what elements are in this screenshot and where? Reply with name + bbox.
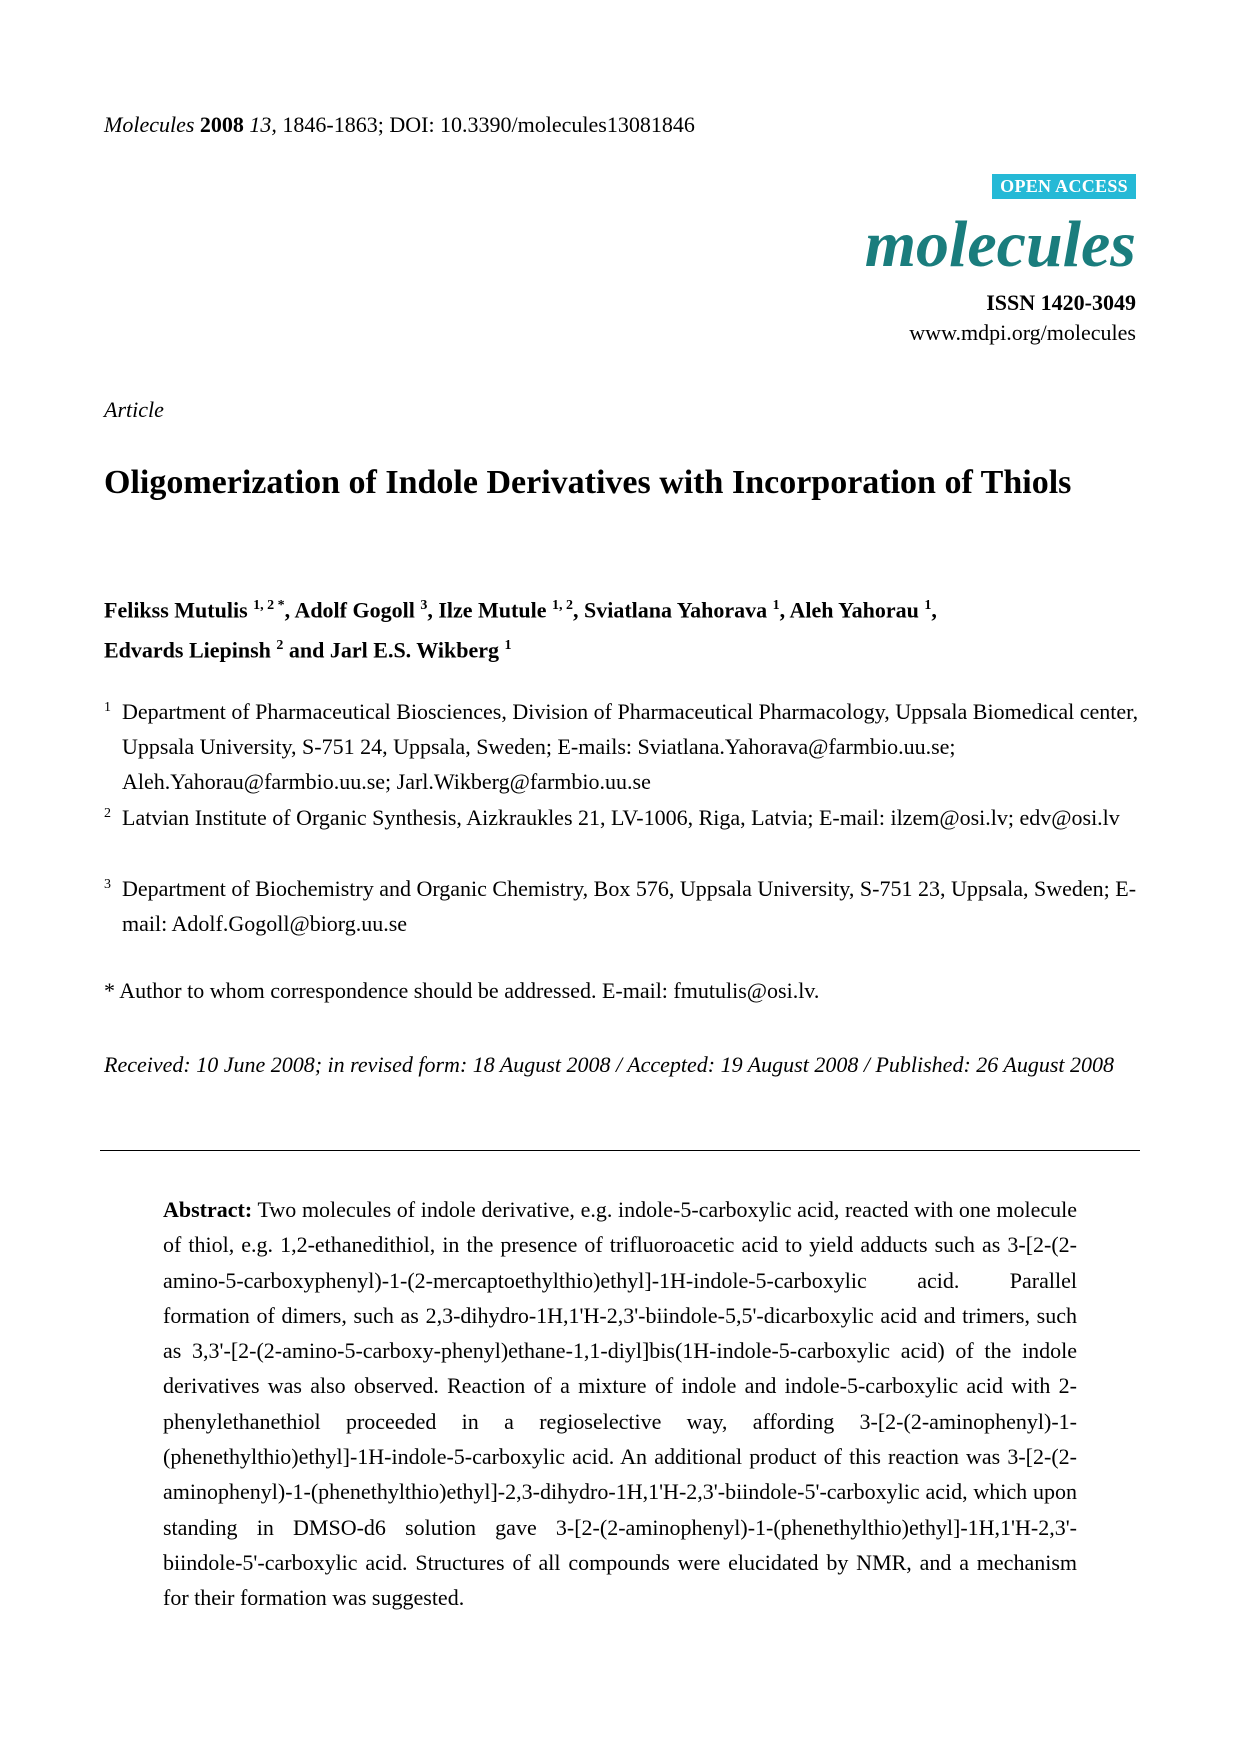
affiliation-number: 3 bbox=[104, 877, 111, 892]
citation-journal: Molecules bbox=[104, 112, 195, 137]
author-name: Adolf Gogoll bbox=[294, 597, 415, 623]
citation-volume: 13, bbox=[249, 112, 277, 137]
citation-year: 2008 bbox=[199, 112, 244, 137]
affiliation-1 bbox=[104, 694, 1142, 799]
author-list: Felikss Mutulis $^{1, 2 *}$, Adolf Gogoll $^3$, Ilze Mutule $^{1, 2}$, Sviatlana Yahorava $^1$, Aleh Yahorau $^1$, Edvards Liepinsh $^2$ and Jarl E.S. Wikberg $^1$ bbox=[104, 597, 937, 663]
affiliation-2 bbox=[104, 800, 1142, 835]
journal-logo: molecules bbox=[864, 208, 1136, 281]
correspondence-note: * Author to whom correspondence should be addressed. E-mail: fmutulis@osi.lv. bbox=[104, 978, 820, 1003]
affiliation-number: 1 bbox=[104, 700, 111, 715]
author-affiliation-marker: 1, 2 bbox=[552, 598, 573, 613]
article-title: Oligomerization of Indole Derivatives with Incorporation of Thiols bbox=[104, 464, 1072, 501]
author-name: Aleh Yahorau bbox=[789, 597, 919, 623]
citation-line bbox=[104, 112, 695, 138]
author-name: Jarl E.S. Wikberg bbox=[329, 637, 499, 663]
author-affiliation-marker: 2 bbox=[276, 638, 284, 654]
author-affiliation-marker: 1 bbox=[924, 598, 932, 613]
abstract-text: Two molecules of indole derivative, e.g. indole-5-carboxylic acid, reacted with one molecule of thiol, e.g. 1,2-ethanedithiol, in the presence of trifluoroacetic acid to yield adducts such as 3-[2-(2-amino-5-carboxyphenyl)-1-(2-mercaptoethylthio)ethyl]-1H-indole-5-carboxylic acid. Parallel formation of dimers, such as 2,3-dihydro-1H,1'H-2,3'-biindole-5,5'-dicarboxylic acid and trimers, such as 3,3'-[2-(2-amino-5-carboxy-phenyl)ethane-1,1-diyl]bis(1H-indole-5-carboxylic acid) of the indole derivatives was also observed. Reaction of a mixture of indole and indole-5-carboxylic acid with 2-phenylethanethiol proceeded in a regioselective way, affording 3-[2-(2-aminophenyl)-1-(phenethylthio)ethyl]-1H-indole-5-carboxylic acid. An additional product of this reaction was 3-[2-(2-aminophenyl)-1-(phenethylthio)ethyl]-2,3-dihydro-1H,1'H-2,3'-biindole-5'-carboxylic acid, which upon standing in DMSO-d6 solution gave 3-[2-(2-aminophenyl)-1-(phenethylthio)ethyl]-1H,1'H-2,3'-biindole-5'-carboxylic acid. Structures of all compounds were elucidated by NMR, and a mechanism for their formation was suggested. bbox=[163, 1197, 1077, 1611]
affiliation-text: Department of Pharmaceutical Biosciences, Division of Pharmaceutical Pharmacology, Uppsala Biomedical center, Uppsala University, S-751 24, Uppsala, Sweden; E-mails: Sviatlana.Yahorava@farmbio.uu.se; Aleh.Yahorau@farmbio.uu.se; Jarl.Wikberg@farmbio.uu.se bbox=[122, 699, 1139, 794]
open-access-badge: OPEN ACCESS bbox=[992, 174, 1136, 199]
issn: ISSN 1420-3049 bbox=[986, 290, 1136, 315]
author-affiliation-marker: 3 bbox=[420, 598, 428, 613]
affiliation-text: Latvian Institute of Organic Synthesis, Aizkraukles 21, LV-1006, Riga, Latvia; E-mail: ilzem@osi.lv; edv@osi.lv bbox=[122, 805, 1120, 830]
author-name: Sviatlana Yahorava bbox=[584, 597, 768, 623]
affiliation-text: Department of Biochemistry and Organic Chemistry, Box 576, Uppsala University, S-751 23, Uppsala, Sweden; E-mail: Adolf.Gogoll@biorg.uu.se bbox=[122, 876, 1137, 936]
abstract-label: Abstract: bbox=[163, 1197, 253, 1222]
abstract bbox=[163, 1192, 1077, 1616]
publication-dates: Received: 10 June 2008; in revised form: 18 August 2008 / Accepted: 19 August 2008 / Published: 26 August 2008 bbox=[104, 1052, 1114, 1077]
author-name: Edvards Liepinsh bbox=[104, 637, 271, 663]
citation-pages-doi: 1846-1863; DOI: 10.3390/molecules13081846 bbox=[282, 112, 695, 137]
journal-url[interactable]: www.mdpi.org/molecules bbox=[909, 320, 1136, 345]
article-type: Article bbox=[104, 397, 164, 422]
author-affiliation-marker: 1, 2 * bbox=[253, 598, 285, 613]
author-name: Felikss Mutulis bbox=[104, 597, 248, 623]
author-affiliation-marker: 1 bbox=[772, 598, 780, 613]
affiliation-number: 2 bbox=[104, 806, 111, 821]
section-divider bbox=[100, 1150, 1140, 1151]
affiliation-3 bbox=[104, 871, 1142, 941]
author-affiliation-marker: 1 bbox=[504, 638, 512, 654]
author-name: Ilze Mutule bbox=[438, 597, 547, 623]
